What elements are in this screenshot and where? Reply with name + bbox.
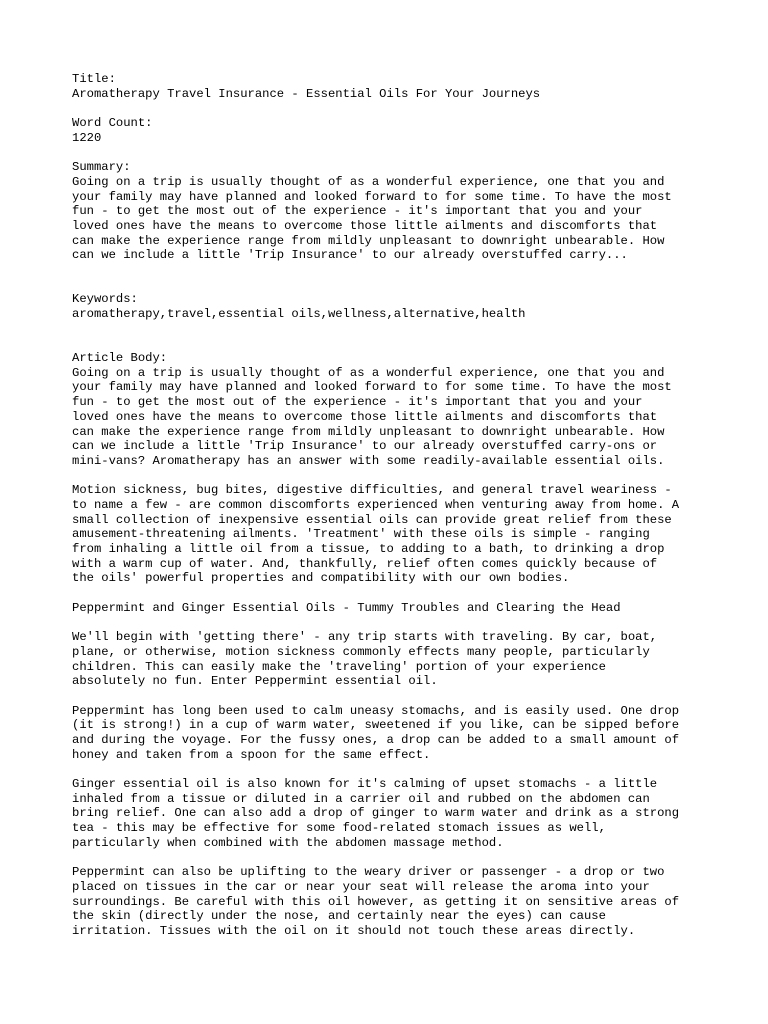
paragraph-line: absolutely no fun. Enter Peppermint essential oil. [72,674,438,689]
section-heading-line: Peppermint and Ginger Essential Oils - Tummy Troubles and Clearing the Head [72,600,621,615]
paragraph-line: and during the voyage. For the fussy ones, a drop can be added to a small amount of [72,732,680,747]
word-count-value: 1220 [72,130,102,145]
summary-line: can make the experience range from mildly unpleasant to downright unbearable. How [72,233,665,248]
paragraph-line: the skin (directly under the nose, and certainly near the eyes) can cause [72,909,606,924]
paragraph-line: small collection of inexpensive essential oils can provide great relief from these [72,512,672,527]
keywords-label: Keywords: [72,292,138,307]
document-title: Aromatherapy Travel Insurance - Essential Oils For Your Journeys [72,86,541,101]
paragraph-line: We'll begin with 'getting there' - any trip starts with traveling. By car, boat, [72,630,658,645]
paragraph-line: irritation. Tissues with the oil on it should not touch these areas directly. [72,923,636,938]
word-count-label: Word Count: [72,116,153,131]
summary-line: can we include a little 'Trip Insurance' to our already overstuffed carry... [72,248,628,263]
paragraph-line: inhaled from a tissue or diluted in a carrier oil and rubbed on the abdomen can [72,791,650,806]
title-label: Title: [72,72,116,86]
paragraph [72,865,712,938]
word-count-section [72,116,712,145]
paragraph [72,483,712,586]
paragraph-line: your family may have planned and looked forward to for some time. To have the most [72,380,672,395]
summary-line: your family may have planned and looked forward to for some time. To have the most [72,189,672,204]
paragraph-line: tea - this may be effective for some food-related stomach issues as well, [72,821,606,836]
article-body-label: Article Body: [72,351,168,366]
paragraph [72,704,712,763]
paragraph [72,366,712,469]
paragraph-line: Peppermint has long been used to calm uneasy stomachs, and is easily used. One drop [72,703,680,718]
document-page [72,72,712,939]
summary-section [72,160,712,263]
paragraph-line: mini-vans? Aromatherapy has an answer with some readily-available essential oils. [72,453,665,468]
paragraph-line: Motion sickness, bug bites, digestive difficulties, and general travel weariness - [72,483,672,498]
paragraph-line: can we include a little 'Trip Insurance' to our already overstuffed carry-ons or [72,439,658,454]
summary-line: Going on a trip is usually thought of as a wonderful experience, one that you and [72,174,665,189]
paragraph-line: from inhaling a little oil from a tissue, to adding to a bath, to drinking a drop [72,542,665,557]
paragraph-line: (it is strong!) in a cup of warm water, sweetened if you like, can be sipped before [72,718,680,733]
article-body-section [72,351,712,939]
paragraph-line: can make the experience range from mildly unpleasant to downright unbearable. How [72,424,665,439]
paragraph-line: to name a few - are common discomforts experienced when venturing away from home. A [72,497,680,512]
paragraph-line: honey and taken from a spoon for the same effect. [72,747,431,762]
paragraph-line: particularly when combined with the abdomen massage method. [72,835,504,850]
paragraph-line: loved ones have the means to overcome those little ailments and discomforts that [72,409,658,424]
summary-label: Summary: [72,160,131,175]
keywords-value: aromatherapy,travel,essential oils,wellness,alternative,health [72,307,526,322]
paragraph-line: Going on a trip is usually thought of as a wonderful experience, one that you and [72,365,665,380]
summary-line: fun - to get the most out of the experience - it's important that you and your [72,204,643,219]
section-heading [72,601,712,616]
paragraph-line: amusement-threatening ailments. 'Treatment' with these oils is simple - ranging [72,527,650,542]
paragraph-line: bring relief. One can also add a drop of ginger to warm water and drink as a strong [72,806,680,821]
paragraph-line: fun - to get the most out of the experience - it's important that you and your [72,395,643,410]
paragraph-line: children. This can easily make the 'traveling' portion of your experience [72,659,606,674]
paragraph [72,777,712,850]
paragraph-line: the oils' powerful properties and compatibility with our own bodies. [72,571,570,586]
paragraph-line: with a warm cup of water. And, thankfully, relief often comes quickly because of [72,556,658,571]
keywords-section [72,292,712,321]
summary-line: loved ones have the means to overcome those little ailments and discomforts that [72,218,658,233]
paragraph-line: Peppermint can also be uplifting to the weary driver or passenger - a drop or two [72,865,665,880]
title-section [72,72,712,101]
paragraph-line: placed on tissues in the car or near your seat will release the aroma into your [72,879,650,894]
paragraph-line: Ginger essential oil is also known for it's calming of upset stomachs - a little [72,777,658,792]
paragraph-line: plane, or otherwise, motion sickness commonly effects many people, particularly [72,644,650,659]
paragraph [72,630,712,689]
paragraph-line: surroundings. Be careful with this oil however, as getting it on sensitive areas of [72,894,680,909]
